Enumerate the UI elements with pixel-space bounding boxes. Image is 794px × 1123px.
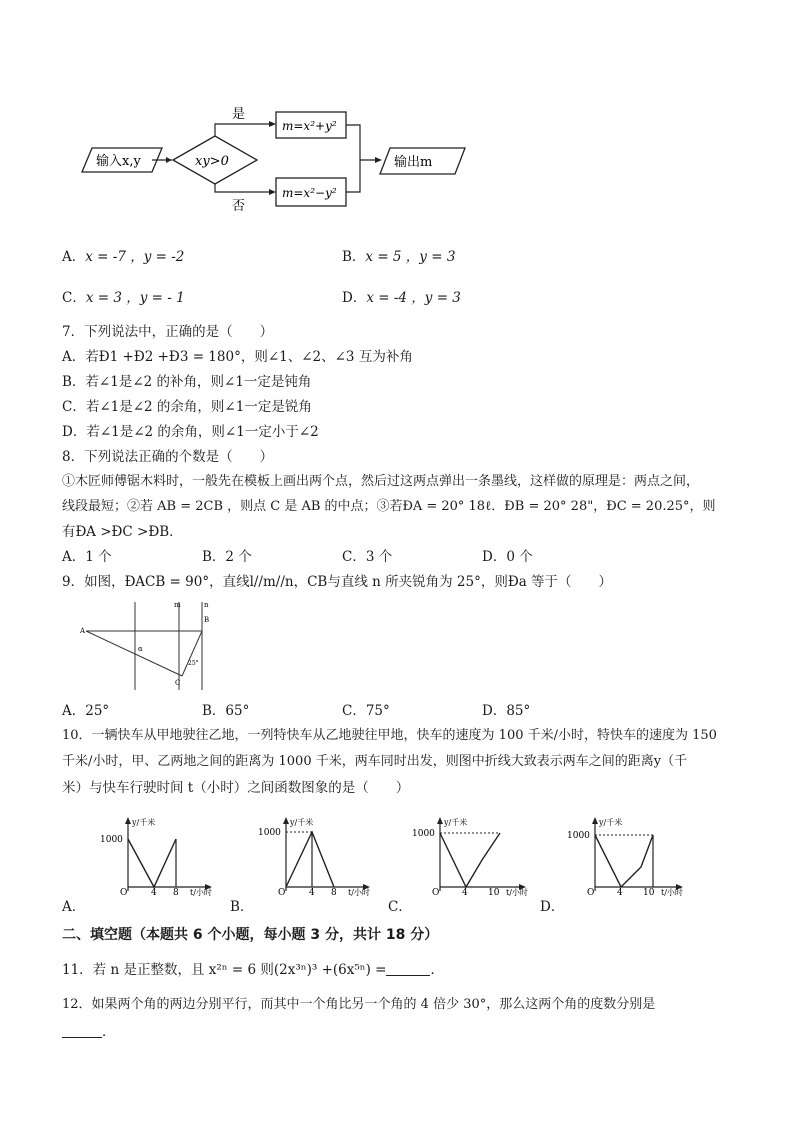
q8-option-a: A．1 个 (62, 549, 112, 565)
flowchart (80, 100, 480, 218)
graph-d-origin: O (587, 888, 595, 897)
q9-label-n: n (204, 601, 209, 609)
q10-graph-a (98, 815, 228, 897)
graph-a-origin: O (120, 888, 128, 897)
q11 (62, 958, 444, 978)
graph-a-ytick: 1000 (100, 835, 123, 845)
q10-graph-b (256, 815, 386, 897)
q8-option-c: C．3 个 (342, 549, 393, 565)
q6-option-d: D．x = -4 ，y = 3 (342, 290, 461, 306)
graph-d-ylabel: y/千米 (599, 818, 623, 827)
flowchart-no-label: 否 (232, 199, 246, 214)
graph-b-ytick: 1000 (258, 828, 281, 838)
graph-d-xlabel: t/小时 (661, 888, 683, 897)
graph-b-ylabel: y/千米 (290, 818, 314, 827)
q11-text: 11．若 n 是正整数，且 x²ⁿ = 6 则(2x³ⁿ)³ +(6x⁵ⁿ) = (62, 962, 387, 978)
graph-b-xtick-2: 8 (331, 888, 337, 897)
flowchart-yes-label: 是 (232, 107, 246, 122)
q6-option-a: A．x = -7 ，y = -2 (62, 249, 185, 265)
q6-option-b: B．x = 5 ，y = 3 (342, 249, 456, 265)
graph-c-ytick: 1000 (412, 829, 435, 839)
q9-label-angle: 25° (188, 660, 199, 667)
graph-c-xtick-1: 4 (462, 888, 468, 897)
flowchart-no-formula: m=x²−y² (282, 186, 337, 200)
graph-d-line (595, 835, 653, 887)
flowchart-yes-formula: m=x²+y² (282, 119, 337, 133)
q12-line-1: 12．如果两个角的两边分别平行，而其中一个角比另一个角的 4 倍少 30°，那么这两个角的度数分别是 (62, 997, 656, 1012)
q10-graph-d-letter: D． (540, 899, 565, 915)
q10-graph-d (565, 815, 695, 897)
q7-stem: 7．下列说法中，正确的是（ ） (62, 324, 274, 340)
flowchart-output-label: 输出m (394, 155, 433, 170)
graph-a-xlabel: t/小时 (190, 888, 212, 897)
q8-line-3: 有ÐA >ÐC >ÐB． (62, 524, 183, 540)
q12-answer-blank[interactable] (62, 1025, 102, 1038)
q10-line-2: 千米/小时，甲、乙两地之间的距离为 1000 千米，两车同时出发，则图中折线大致表示两车之间的距离y（千 (62, 754, 688, 769)
q7-option-a: A．若Ð1 +Ð2 +Ð3 = 180°，则∠1、∠2、∠3 互为补角 (62, 349, 413, 365)
graph-c-line (440, 833, 500, 887)
q9-option-b: B．65° (202, 703, 250, 719)
graph-a-xtick-1: 4 (151, 888, 157, 897)
q8-line-2: 线段最短；②若 AB = 2CB ，则点 C 是 AB 的中点；③若ÐA = 20° 18ℓ．ÐB = 20° 28"，ÐC = 20.25°，则 (62, 499, 716, 514)
q10-graph-c-letter: C． (388, 899, 412, 915)
q11-answer-blank[interactable] (386, 963, 430, 976)
graph-a-xtick-2: 8 (173, 888, 179, 897)
q12-suffix: ． (102, 1024, 116, 1040)
q9-option-c: C．75° (342, 703, 390, 719)
q8-option-d: D．0 个 (482, 549, 533, 565)
q9-figure (78, 598, 218, 690)
q9-label-B: B (204, 616, 210, 624)
q10-line-1: 10．一辆快车从甲地驶往乙地，一列特快车从乙地驶往甲地，快车的速度为 100 千米/小时，特快车的速度为 150 (62, 728, 717, 743)
q7-option-d: D．若∠1是∠2 的余角，则∠1一定小于∠2 (62, 424, 319, 440)
q9-label-m: m (174, 601, 181, 609)
graph-d-ytick: 1000 (567, 831, 590, 841)
flowchart-condition: xy>0 (195, 154, 229, 169)
graph-c-origin: O (432, 888, 440, 897)
q7-option-c: C．若∠1是∠2 的余角，则∠1一定是锐角 (62, 399, 312, 415)
q9-option-d: D．85° (482, 703, 531, 719)
section-2-title: 二、填空题（本题共 6 个小题，每小题 3 分，共计 18 分） (62, 927, 439, 943)
q10-line-3: 米）与快车行驶时间 t（小时）之间函数图象的是（ ） (62, 780, 410, 796)
q8-line-1: ①木匠师傅锯木料时，一般先在模板上画出两个点，然后过这两点弹出一条墨线，这样做的原理是：两点之间， (62, 474, 700, 489)
graph-b-xlabel: t/小时 (348, 888, 370, 897)
q9-label-alpha: α (138, 645, 143, 653)
graph-c-ylabel: y/千米 (444, 818, 468, 827)
q10-graph-a-letter: A． (62, 899, 86, 915)
q9-label-A: A (80, 627, 86, 635)
graph-d-xtick-2: 10 (643, 888, 655, 897)
flowchart-input-label: 输入x,y (96, 154, 141, 169)
q9-stem: 9．如图，ÐACB = 90°，直线l//m//n，CB与直线 n 所夹锐角为 25°，则Ða 等于（ ） (62, 574, 613, 590)
graph-b-origin: O (278, 888, 286, 897)
graph-b-line (286, 832, 334, 887)
q8-stem: 8．下列说法正确的个数是（ ） (62, 449, 274, 465)
q9-label-C: C (175, 679, 181, 687)
q11-suffix: ． (430, 962, 444, 978)
graph-d-xtick-1: 4 (617, 888, 623, 897)
q10-graph-c (410, 815, 540, 897)
q7-option-b: B．若∠1是∠2 的补角，则∠1一定是钝角 (62, 374, 312, 390)
q10-graph-b-letter: B． (230, 899, 254, 915)
q9-option-a: A．25° (62, 703, 110, 719)
q12-line-2 (62, 1020, 116, 1040)
graph-a-line (128, 839, 176, 887)
graph-c-xlabel: t/小时 (506, 888, 528, 897)
graph-c-xtick-2: 10 (488, 888, 500, 897)
q6-option-c: C．x = 3 ，y = - 1 (62, 290, 185, 306)
graph-b-xtick-1: 4 (309, 888, 315, 897)
graph-a-ylabel: y/千米 (132, 818, 156, 827)
q8-option-b: B．2 个 (202, 549, 252, 565)
